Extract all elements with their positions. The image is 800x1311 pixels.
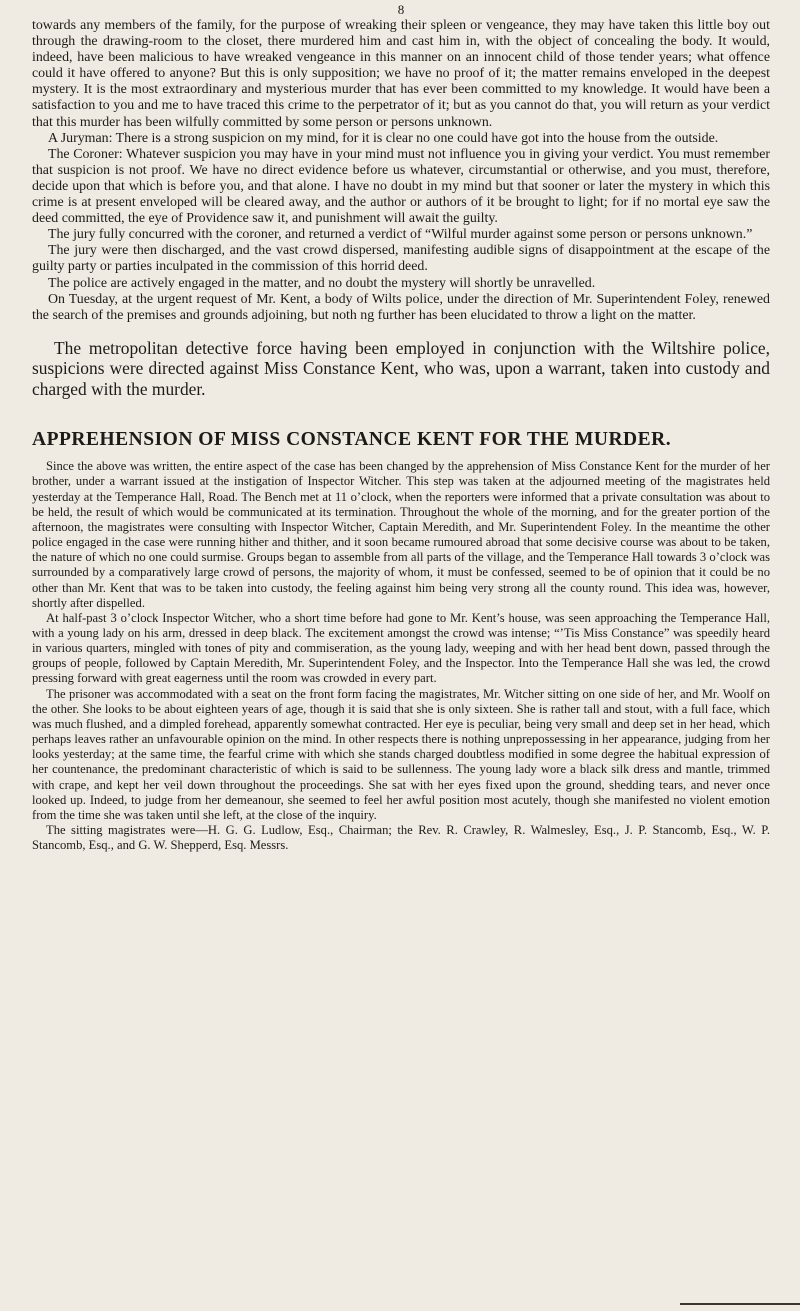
page-number: 8 [397, 2, 405, 17]
inquest-paragraph: The jury were then discharged, and the vast crowd dispersed, manifesting audible signs of disappointment at the escape of the guilty party or parties inculpated in the commission of this horrid deed. [32, 243, 770, 275]
inquest-paragraph: The Coroner: Whatever suspicion you may have in your mind must not influence you in giving your verdict. You must remember that suspicion is not proof. We have no direct evidence before us whatever, circumstantial or otherwise, and you must, therefore, decide upon that which is before you, and that alone. I have no doubt in my mind but that sooner or later the mystery in which this crime is at present enveloped will be cleared away, and the author or authors of it be brought to light; for if no mortal eye saw the deed committed, the eye of Providence saw it, and punishment will await the guilty. [32, 146, 770, 227]
inquest-paragraph: A Juryman: There is a strong suspicion on my mind, for it is clear no one could have got into the house from the outside. [48, 130, 719, 146]
inquest-paragraph: On Tuesday, at the urgent request of Mr. Kent, a body of Wilts police, under the direction of Mr. Superintendent Foley, renewed the search of the premises and grounds adjoining, but noth ng further has been elucidated to throw a light on the matter. [32, 291, 770, 323]
section-headline: APPREHENSION OF MISS CONSTANCE KENT FOR THE MURDER. [32, 429, 672, 451]
detective-paragraph: The metropolitan detective force having been employed in conjunction with the Wiltshire police, suspicions were directed against Miss Constance Kent, who was, upon a warrant, taken into custody and charged with the murder. [32, 337, 770, 399]
inquest-report [32, 18, 770, 324]
apprehension-paragraph: At half-past 3 o’clock Inspector Witcher, who a short time before had gone to Mr. Kent’s house, was seen approaching the Temperance Hall, with a young lady on his arm, dressed in deep black. The excitement amongst the crowd was intense; “’Tis Miss Constance” was speedily heard in various quarters, mingled with tones of pity and commiseration, as the young lady, weeping and with her head bent down, passed through the groups of people, followed by Captain Meredith, Mr. Superintendent Foley, and the Inspector. Into the Temperance Hall she was led, the crowd pressing forward with great eagerness until the room was crowded in every part. [32, 610, 770, 686]
inquest-paragraph: The jury fully concurred with the coroner, and returned a verdict of “Wilful murder against some person or persons unknown.” [48, 227, 753, 243]
apprehension-report [32, 459, 770, 853]
page-edge-rule [680, 1303, 800, 1305]
apprehension-paragraph: The prisoner was accommodated with a seat on the front form facing the magistrates, Mr. Witcher sitting on one side of her, and Mr. Woolf on the other. She looks to be about eighteen years of age, though it is said that she is only sixteen. She is rather tall and stout, with a full face, which was much flushed, and a dimpled forehead, apparently somewhat contracted. Her eye is peculiar, being very small and deep set in her head, which perhaps leaves rather an unfavourable opinion on the mind. In other respects there is nothing unprepossessing in her appearance, judging from her looks yesterday; at the same time, the fearful crime with which she stands charged doubtless modified in some degree the habitual expression of her countenance, the predominant characteristic of which is said to be sullenness. The young lady wore a black silk dress and mantle, trimmed with crape, and kept her veil down throughout the proceedings. She sat with her eyes fixed upon the ground, shedding tears, and never once looked up. Indeed, to judge from her demeanour, she seemed to feel her awful position most acutely, though she manifested no violent emotion from the time she was taken until she left, at the close of the inquiry. [32, 686, 770, 822]
inquest-paragraph: The police are actively engaged in the matter, and no doubt the mystery will shortly be unravelled. [48, 275, 596, 291]
inquest-paragraph: towards any members of the family, for the purpose of wreaking their spleen or vengeance, they may have taken this little boy out through the drawing-room to the closet, there murdered him and cast him in, with the object of concealing the body. It would, indeed, have been malicious to have wreaked vengeance in this manner on an innocent child of those tender years; what offence could it have offered to anyone? But this is only supposition; we have no proof of it; the matter remains enveloped in the deepest mystery. It is the most extraordinary and mysterious murder that has ever been committed to my knowledge. It would have been a satisfaction to you and me to have traced this crime to the perpetrator of it; but as you cannot do that, you will return as your verdict that this murder has been wilfully committed by some person or persons unknown. [32, 18, 770, 130]
detective-notice [32, 338, 770, 400]
apprehension-paragraph: Since the above was written, the entire aspect of the case has been changed by the apprehension of Miss Constance Kent for the murder of her brother, under a warrant issued at the instigation of Inspector Witcher. This step was taken at the adjourned meeting of the magistrates held yesterday at the Temperance Hall, Road. The Bench met at 11 o’clock, when the reporters were informed that a private consultation was about to be held, the result of which would be communicated at its termination. Throughout the whole of the morning, and for the greater portion of the afternoon, the magistrates were consulting with Inspector Witcher, Captain Meredith, and Mr. Superintendent Foley. In the meantime the other police engaged in the case were running hither and thither, and it soon became rumoured abroad that some decisive course was about to be taken, the nature of which no one could surmise. Groups began to assemble from all parts of the village, and the Temperance Hall towards 3 o’clock was surrounded by a comparatively large crowd of persons, the majority of whom, it must be confessed, seemed to be of opinion that it could be no other than Mr. Kent that was to be taken into custody, the feeling against him being very strong all the county round. This idea was, however, shortly after dispelled. [32, 459, 770, 610]
apprehension-paragraph: The sitting magistrates were—H. G. G. Ludlow, Esq., Chairman; the Rev. R. Crawley, R. Walmesley, Esq., J. P. Stancomb, Esq., W. P. Stancomb, Esq., and G. W. Shepperd, Esq. Messrs. [32, 823, 770, 853]
